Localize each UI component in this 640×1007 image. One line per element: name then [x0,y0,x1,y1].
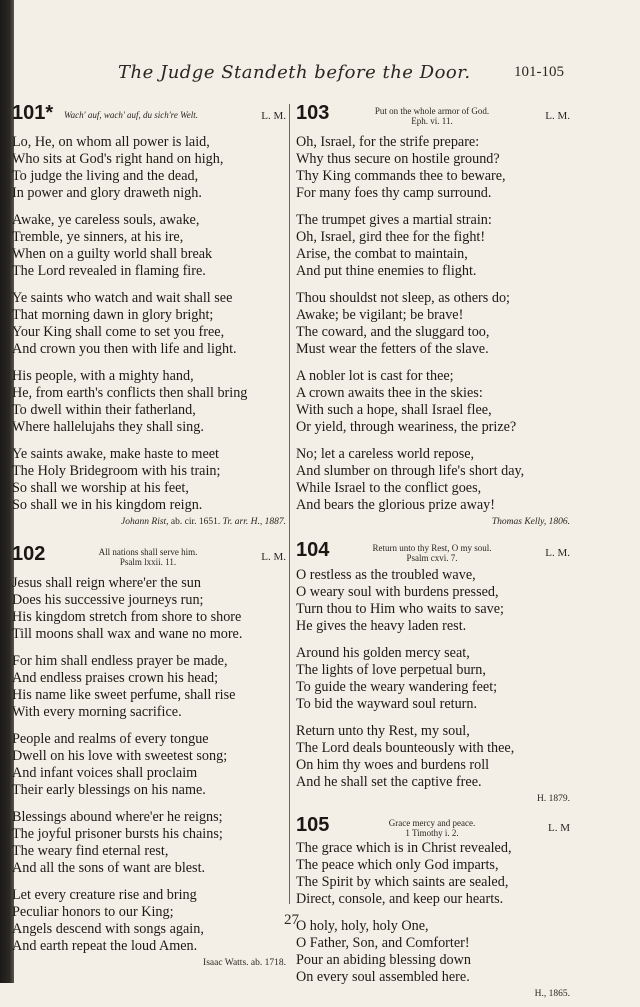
attribution: H., 1865. [534,989,570,999]
verse-line: Peculiar honors to our King; [12,904,174,920]
verse-line: The grace which is in Christ revealed, [296,840,512,856]
hymn-number: 102 [12,543,46,565]
verse-line: Where hallelujahs they shall sing. [12,419,204,435]
stanza [12,290,286,358]
stanza [12,446,286,514]
stanza [296,918,570,986]
verse-line: Your King shall come to set you free, [12,324,225,340]
verse-line: Why thus secure on hostile ground? [296,151,500,167]
verse-line: He gives the heavy laden rest. [296,618,467,634]
meter: L. M. [261,110,286,122]
scripture-reference: Psalm cxvi. 7. [406,553,458,563]
attribution [12,517,286,527]
meter: L. M. [545,110,570,122]
hymn-heading [12,541,286,575]
hymn-number: 105 [296,814,330,836]
verse-line: Ye saints who watch and wait shall see [12,290,233,306]
verse-line: And earth repeat the loud Amen. [12,938,198,954]
author: Thomas Kelly, 1806. [491,517,570,527]
page-number: 27 [284,912,299,928]
verse-line: In power and glory draweth nigh. [12,185,202,201]
verse-line: The peace which only God imparts, [296,857,499,873]
hymn-105 [296,812,570,999]
verse-line: Lo, He, on whom all power is laid, [12,134,210,150]
verse-line: When on a guilty world shall break [12,246,213,262]
page-header [0,62,640,88]
verse-line: The trumpet gives a martial strain: [296,212,492,228]
verse-line: On him thy woes and burdens roll [296,757,490,773]
scripture-heading [348,818,516,838]
verse-line: And bears the glorious prize away! [296,497,495,513]
hymn-number: 101* [12,102,54,124]
verse-line: Or yield, through weariness, the prize? [296,419,517,435]
hymn-103 [296,100,570,527]
verse-line: Blessings abound where'er he reigns; [12,809,223,825]
verse-line: O restless as the troubled wave, [296,567,476,583]
stanza [296,368,570,436]
stanza [296,645,570,713]
tune-name: Wach' auf, wach' auf, du sich're Welt. [64,110,199,120]
hymn-heading [296,100,570,134]
verse-line: The coward, and the sluggard too, [296,324,490,340]
verse-line: Return unto thy Rest, my soul, [296,723,470,739]
heading-text: Grace mercy and peace. [388,818,476,828]
stanza [12,887,286,955]
verse-line: Angels descend with songs again, [12,921,204,937]
verse-line: O holy, holy, holy One, [296,918,429,934]
stanza [296,134,570,202]
verse-line: And slumber on through life's short day, [296,463,525,479]
heading-text: Put on the whole armor of God. [374,106,490,116]
verse-line: With every morning sacrifice. [12,704,182,720]
verse-line: To guide the weary wandering feet; [296,679,498,695]
verse-line: Tremble, ye sinners, at his ire, [12,229,184,245]
verse-line: And all the sons of want are blest. [12,860,206,876]
verse-line: Jesus shall reign where'er the sun [12,575,201,591]
heading-text: All nations shall serve him. [98,547,198,557]
hymn-102 [12,541,286,968]
verse-line: Let every creature rise and bring [12,887,197,903]
verse-line: Oh, Israel, for the strife prepare: [296,134,480,150]
verse-line: Dwell on his love with sweetest song; [12,748,228,764]
scripture-reference: 1 Timothy i. 2. [405,828,459,838]
verse-line: Turn thou to Him who waits to save; [296,601,504,617]
stanza [12,368,286,436]
heading-text: Return unto thy Rest, O my soul. [372,543,492,553]
stanza [296,446,570,514]
stanza [296,723,570,791]
verse-line: On every soul assembled here. [296,969,470,985]
verse-line: The Holy Bridegroom with his train; [12,463,221,479]
right-column [296,100,570,1007]
hymn-range: 101-105 [514,64,564,80]
hymn-number: 103 [296,102,330,124]
stanza [296,212,570,280]
stanza [296,840,570,908]
verse-line: With such a hope, shall Israel flee, [296,402,492,418]
verse-line: To bid the wayward soul return. [296,696,478,712]
verse-line: Till moons shall wax and wane no more. [12,626,243,642]
meter: L. M. [545,547,570,559]
stanza [296,290,570,358]
verse-line: Must wear the fetters of the slave. [296,341,489,357]
verse-line: A crown awaits thee in the skies: [296,385,483,401]
verse-line: His people, with a mighty hand, [12,368,194,384]
hymn-101 [12,100,286,527]
stanza [12,134,286,202]
translator: Tr. arr. H., 1887. [222,517,286,527]
author: Johann Rist, [121,517,169,527]
verse-line: The Lord revealed in flaming fire. [12,263,206,279]
verse-line: Oh, Israel, gird thee for the fight! [296,229,486,245]
author-date: ab. cir. 1651. [170,517,221,527]
stanza [12,653,286,721]
column-divider [289,104,290,904]
verse-line: Arise, the combat to maintain, [296,246,468,262]
stanza [12,731,286,799]
scripture-heading [64,547,232,567]
verse-line: And endless praises crown his head; [12,670,219,686]
hymn-heading [296,537,570,567]
attribution [296,517,570,527]
verse-line: Who sits at God's right hand on high, [12,151,224,167]
verse-line: So shall we in his kingdom reign. [12,497,203,513]
verse-line: The Lord deals bounteously with thee, [296,740,515,756]
verse-line: While Israel to the conflict goes, [296,480,482,496]
meter: L. M [548,822,570,834]
verse-line: Ye saints awake, make haste to meet [12,446,219,462]
verse-line: And crown you then with life and light. [12,341,237,357]
running-title: The Judge Standeth before the Door. [118,62,471,83]
verse-line: No; let a careless world repose, [296,446,475,462]
verse-line: Pour an abiding blessing down [296,952,471,968]
verse-line: The Spirit by which saints are sealed, [296,874,509,890]
scripture-heading [348,543,516,563]
hymn-104 [296,537,570,804]
verse-line: Thy King commands thee to beware, [296,168,506,184]
verse-line: The lights of love perpetual burn, [296,662,486,678]
stanza [12,575,286,643]
verse-line: Around his golden mercy seat, [296,645,470,661]
verse-line: His kingdom stretch from shore to shore [12,609,242,625]
scripture-reference: Psalm lxxii. 11. [119,557,177,567]
verse-line: For many foes thy camp surround. [296,185,492,201]
attribution: Isaac Watts. ab. 1718. [203,958,286,968]
verse-line: People and realms of every tongue [12,731,209,747]
verse-line: O Father, Son, and Comforter! [296,935,470,951]
verse-line: A nobler lot is cast for thee; [296,368,454,384]
meter: L. M. [261,551,286,563]
verse-line: His name like sweet perfume, shall rise [12,687,236,703]
verse-line: Awake, ye careless souls, awake, [12,212,200,228]
stanza [296,567,570,635]
verse-line: And infant voices shall proclaim [12,765,198,781]
verse-line: And put thine enemies to flight. [296,263,477,279]
verse-line: He, from earth's conflicts then shall bring [12,385,248,401]
scripture-heading [348,106,516,126]
attribution: H. 1879. [537,794,570,804]
left-column [12,100,286,976]
verse-line: For him shall endless prayer be made, [12,653,228,669]
hymn-heading [12,100,286,134]
hymn-number: 104 [296,539,330,561]
verse-line: And he shall set the captive free. [296,774,482,790]
verse-line: That morning dawn in glory bright; [12,307,214,323]
hymn-heading [296,812,570,840]
verse-line: Awake; be vigilant; be brave! [296,307,464,323]
stanza [12,809,286,877]
verse-line: The joyful prisoner bursts his chains; [12,826,223,842]
verse-line: Thou shouldst not sleep, as others do; [296,290,510,306]
scripture-reference: Eph. vi. 11. [411,116,453,126]
verse-line: Their early blessings on his name. [12,782,206,798]
verse-line: The weary find eternal rest, [12,843,169,859]
verse-line: So shall we worship at his feet, [12,480,189,496]
verse-line: O weary soul with burdens pressed, [296,584,499,600]
stanza [12,212,286,280]
verse-line: To dwell within their fatherland, [12,402,196,418]
verse-line: To judge the living and the dead, [12,168,199,184]
verse-line: Does his successive journeys run; [12,592,204,608]
verse-line: Direct, console, and keep our hearts. [296,891,504,907]
